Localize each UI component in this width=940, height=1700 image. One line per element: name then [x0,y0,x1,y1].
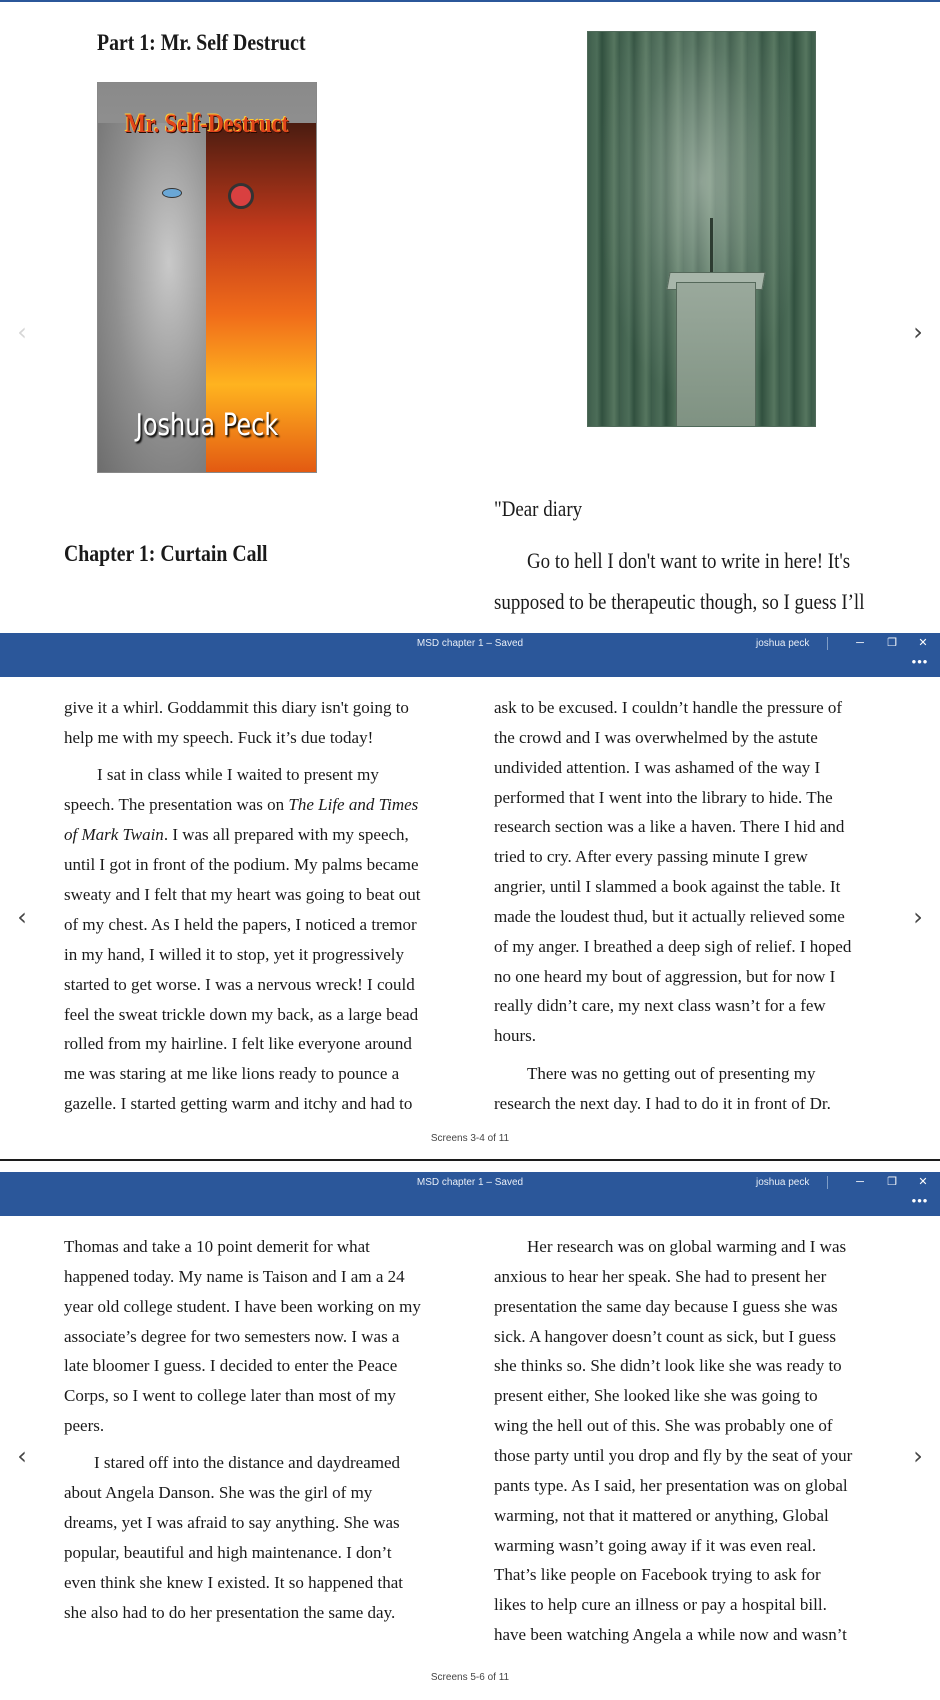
body-line: of my anger. I breathed a deep sigh of relief. I hoped [494,937,852,956]
user-name[interactable]: joshua peck [756,638,810,649]
body-line: gazelle. I started getting warm and itchy and had to [64,1094,413,1113]
podium-art [676,282,756,427]
body-line: made the loudest thud, but it actually relieved some [494,907,845,926]
user-name[interactable]: joshua peck [756,1177,810,1188]
diary-opening: "Dear diary [494,496,583,521]
body-line: anxious to hear her speak. She had to present her [494,1267,827,1286]
body-line: give it a whirl. Goddammit this diary isn't going to [64,698,409,717]
body-line: dreams, yet I was afraid to say anything. She was [64,1513,400,1532]
document-title: MSD chapter 1 – Saved [416,1177,524,1188]
titlebar-separator [827,637,828,650]
body-line: started to get worse. I was a nervous wreck! I could [64,975,415,994]
more-options-icon[interactable]: ••• [911,1193,929,1208]
cover-eye-art [162,188,182,198]
part-heading: Part 1: Mr. Self Destruct [97,30,306,55]
body-line: research the next day. I had to do it in front of Dr. [494,1094,831,1113]
body-line: presentation the same day because I guess she was [494,1297,838,1316]
prev-page-arrow[interactable]: ‹ [17,903,27,931]
body-text: . I was all prepared with my speech, [163,825,409,844]
microphone-art [710,218,713,276]
body-line: popular, beautiful and high maintenance. I don’t [64,1543,392,1562]
body-line: present either, She looked like she was going to [494,1386,818,1405]
body-line: year old college student. I have been working on my [64,1297,421,1316]
window-titlebar[interactable] [0,1172,940,1216]
body-line: the crowd and I was overwhelmed by the astute [494,728,818,747]
body-line: research section was a like a haven. There I hid and [494,817,845,836]
body-line: pants type. As I said, her presentation was on global [494,1476,848,1495]
body-line: sick. A hangover doesn’t count as sick, but I guess [494,1327,837,1346]
body-line: hours. [494,1026,537,1045]
body-line: about Angela Danson. She was the girl of my [64,1483,373,1502]
body-line: help me with my speech. Fuck it’s due today! [64,728,374,747]
body-line: undivided attention. I was ashamed of the way I [494,758,821,777]
body-line: peers. [64,1416,105,1435]
prev-page-arrow[interactable]: ‹ [17,318,27,346]
top-accent-line [0,0,940,2]
body-line: Thomas and take a 10 point demerit for what [64,1237,370,1256]
chapter-heading: Chapter 1: Curtain Call [64,541,268,566]
prev-page-arrow[interactable]: ‹ [17,1442,27,1470]
minimize-icon[interactable]: ─ [856,1176,864,1188]
body-line: I stared off into the distance and daydreamed [94,1453,401,1472]
body-line: of my chest. As I held the papers, I noticed a tremor [64,915,417,934]
body-line: warming wasn’t going away if it was even real. [494,1536,817,1555]
body-line: tried to cry. After every passing minute I grew [494,847,808,866]
body-line: Corps, so I went to college later than most of my [64,1386,396,1405]
body-line: she also had to do her presentation the same day. [64,1603,396,1622]
body-line: happened today. My name is Taison and I am a 24 [64,1267,405,1286]
body-line: associate’s degree for two semesters now. I was a [64,1327,400,1346]
body-line: Her research was on global warming and I was [527,1237,847,1256]
body-line: Go to hell I don't want to write in here! It's [527,548,851,573]
body-line: no one heard my bout of aggression, but for now I [494,967,836,986]
more-options-icon[interactable]: ••• [911,654,929,669]
body-line: in my hand, I willed it to stop, yet it progressively [64,945,404,964]
body-line: wing the hell out of this. She was probably one of [494,1416,833,1435]
screens-indicator: Screens 3-4 of 11 [430,1133,510,1144]
body-line: those party until you drop and fly by the seat of your [494,1446,853,1465]
body-line: she thinks so. She didn’t look like she was ready to [494,1356,842,1375]
body-line [64,825,409,845]
body-line: me was staring at me like lions ready to pounce a [64,1064,400,1083]
cover-title: Mr. Self-Destruct [125,109,289,138]
body-line: supposed to be therapeutic though, so I guess I’ll [494,589,865,614]
body-line: even think she knew I existed. It so happened that [64,1573,403,1592]
restore-icon[interactable]: ❐ [887,1176,897,1188]
close-icon[interactable]: ✕ [918,1176,928,1188]
screen-divider [0,1159,940,1161]
body-line [64,795,418,815]
book-title-italic: The Life and Times [288,795,419,814]
titlebar-separator [827,1176,828,1189]
next-page-arrow[interactable]: › [913,1442,923,1470]
body-line: have been watching Angela a while now and wasn’t [494,1625,847,1644]
minimize-icon[interactable]: ─ [856,637,864,649]
next-page-arrow[interactable]: › [913,318,923,346]
restore-icon[interactable]: ❐ [887,637,897,649]
body-line: I sat in class while I waited to present my [97,765,379,784]
body-line: feel the sweat trickle down my back, as a large bead [64,1005,419,1024]
body-line: performed that I went into the library to hide. The [494,788,833,807]
body-line: until I got in front of the podium. My palms became [64,855,419,874]
document-title: MSD chapter 1 – Saved [416,638,524,649]
cover-skull-eye-art [228,183,254,209]
next-page-arrow[interactable]: › [913,903,923,931]
body-line: sweaty and I felt that my heart was going to beat out [64,885,421,904]
book-cover-image [97,82,317,473]
body-line: That’s like people on Facebook trying to ask for [494,1565,821,1584]
body-line: ask to be excused. I couldn’t handle the pressure of [494,698,843,717]
podium-sketch-image [587,31,816,427]
body-line: late bloomer I guess. I decided to enter the Peace [64,1356,398,1375]
close-icon[interactable]: ✕ [918,637,928,649]
body-line: rolled from my hairline. I felt like everyone around [64,1034,412,1053]
body-line: really didn’t care, my next class wasn’t for a few [494,996,826,1015]
cover-author: Joshua Peck [135,408,279,443]
body-line: angrier, until I slammed a book against the table. It [494,877,841,896]
body-text: speech. The presentation was on [64,795,289,814]
body-line: warming, not that it mattered or anything, Global [494,1506,829,1525]
body-line: likes to help cure an illness or pay a hospital bill. [494,1595,827,1614]
screens-indicator: Screens 5-6 of 11 [430,1672,510,1683]
body-line: There was no getting out of presenting my [527,1064,816,1083]
window-titlebar[interactable] [0,633,940,677]
book-title-italic: of Mark Twain [64,825,164,844]
